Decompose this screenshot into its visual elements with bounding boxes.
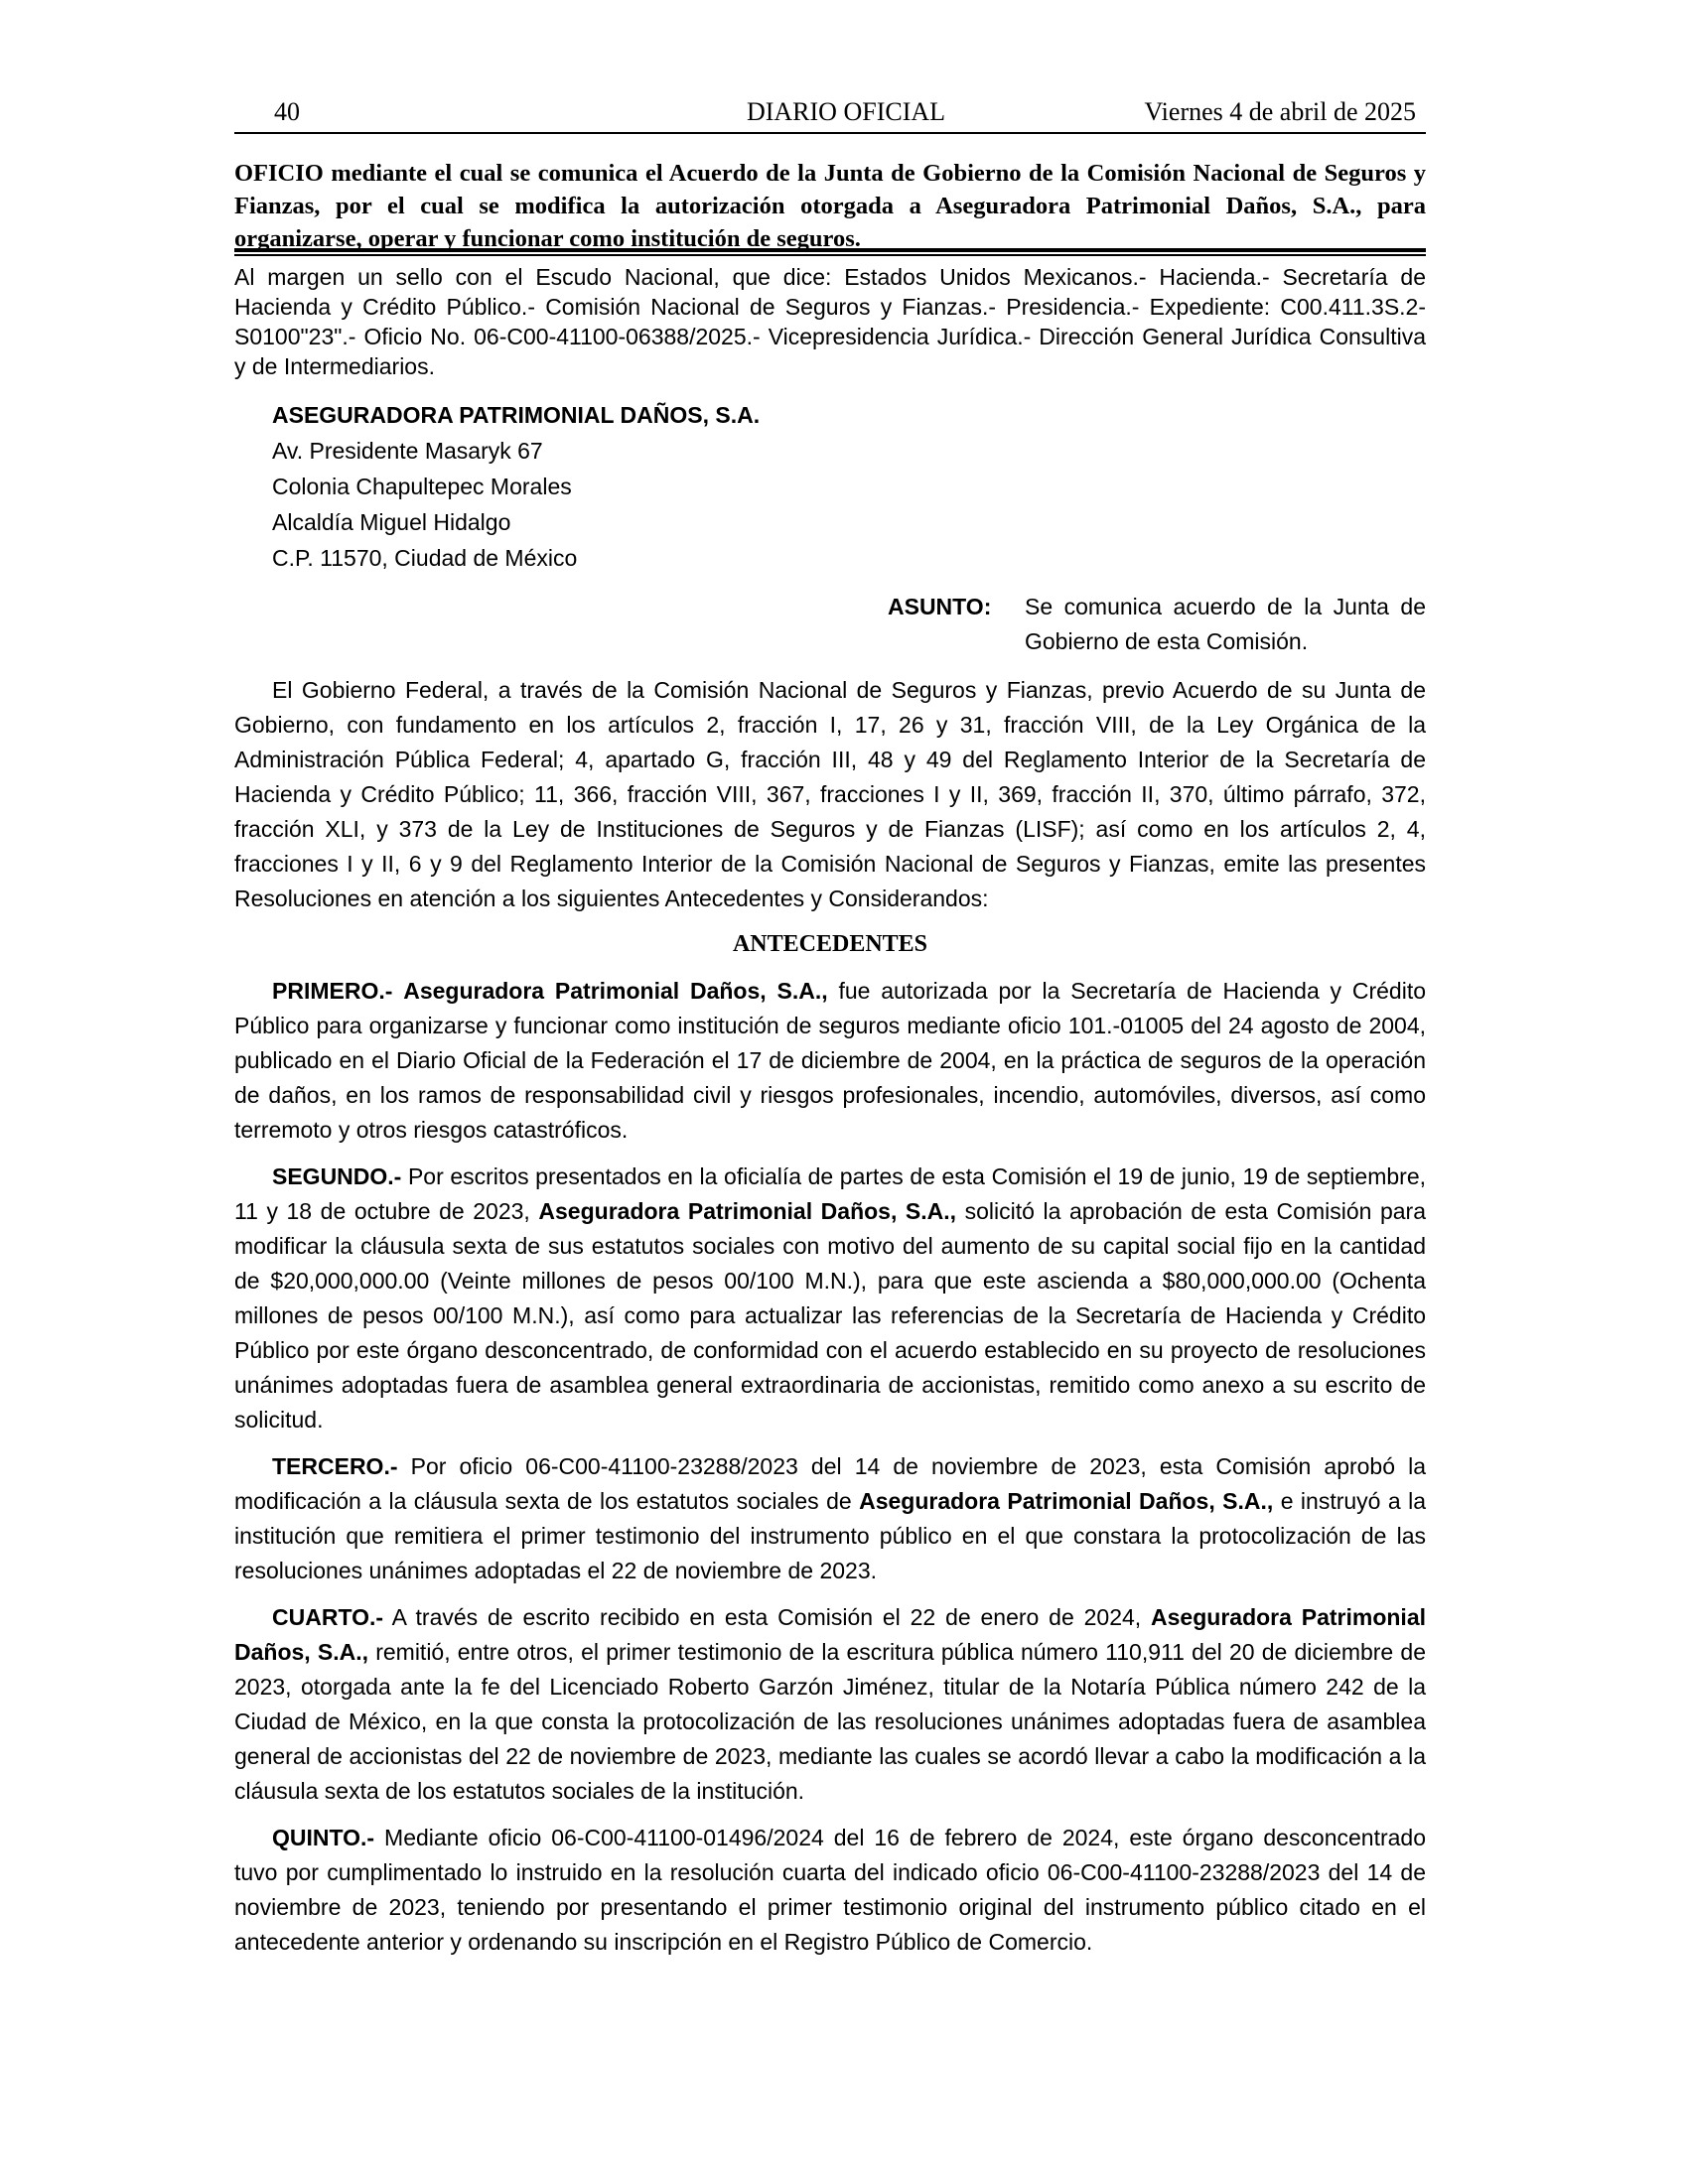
page-number: 40 — [274, 97, 300, 126]
antecedent-label: TERCERO.- — [272, 1453, 398, 1479]
company-name: Aseguradora Patrimonial Daños, S.A., — [234, 1604, 1427, 1665]
seal-text: Al margen un sello con el Escudo Nacional, que dice: Estados Unidos Mexicanos.- Hacienda.- Secretaría de Hacienda y Crédito Público.- Comisión Nacional de Seguros y Fianzas.- Presidencia.- Expediente: C00.411.3S.2-S0100"23".- Oficio No. 06-C00-41100-06388/2025.- Vicepresidencia Jurídica.- Dirección General Jurídica Consultiva y de Intermediarios. — [234, 264, 1426, 379]
subject-label: ASUNTO: — [888, 594, 992, 619]
antecedent-text: fue autorizada por la Secretaría de Hacienda y Crédito Público para organizarse y funcionar como institución de seguros mediante oficio 101.-01005 del 24 agosto de 2004, publicado en el Diario Oficial de la Federación el 17 de diciembre de 2004, en la práctica de seguros de la operación de daños, en los ramos de responsabilidad civil y riesgos profesionales, incendio, automóviles, diversos, así como terremoto y otros riesgos catastróficos. — [234, 978, 1427, 1143]
antecedent-text: Por oficio 06-C00-41100-23288/2023 del 14 de noviembre de 2023, esta Comisión aprobó la modificación a la cláusula sexta de los estatutos sociales de — [234, 1453, 1427, 1514]
document-body — [234, 262, 1426, 1960]
antecedent-text: Por escritos presentados en la oficialía de partes de esta Comisión el 19 de junio, 19 de septiembre, 11 y 18 de octubre de 2023, — [234, 1163, 1426, 1224]
intro-paragraph: El Gobierno Federal, a través de la Comisión Nacional de Seguros y Fianzas, previo Acuerdo de su Junta de Gobierno, con fundamento en los artículos 2, fracción I, 17, 26 y 31, fracción VIII, de la Ley Orgánica de la Administración Pública Federal; 4, apartado G, fracción III, 48 y 49 del Reglamento Interior de la Secretaría de Hacienda y Crédito Público; 11, 366, fracción VIII, 367, fracciones I y II, 369, fracción II, 370, último párrafo, 372, fracción XLI, y 373 de la Ley de Instituciones de Seguros y de Fianzas (LISF); así como en los artículos 2, 4, fracciones I y II, 6 y 9 del Reglamento Interior de la Comisión Nacional de Seguros y Fianzas, emite las presentes Resoluciones en atención a los siguientes Antecedentes y Considerandos: — [234, 677, 1426, 911]
header-rule — [234, 132, 1426, 134]
antecedent-text: A través de escrito recibido en esta Comisión el 22 de enero de 2024, — [391, 1604, 1142, 1630]
antecedent-text: remitió, entre otros, el primer testimonio de la escritura pública número 110,911 del 20 de diciembre de 2023, otorgada ante la fe del Licenciado Roberto Garzón Jiménez, titular de la Notaría Pública número 242 de la Ciudad de México, en la que consta la protocolización de las resoluciones unánimes adoptadas fuera de asamblea general de accionistas del 22 de noviembre de 2023, mediante las cuales se acordó llevar a cabo la modificación a la cláusula sexta de los estatutos sociales de la institución. — [234, 1639, 1426, 1804]
antecedent-text: Mediante oficio 06-C00-41100-01496/2024 del 16 de febrero de 2024, este órgano desconcentrado tuvo por cumplimentado lo instruido en la resolución cuarta del indicado oficio 06-C00-41100-23288/2023 del 14 de noviembre de 2023, teniendo por presentando el primer testimonio original del instrumento público citado en el antecedente anterior y ordenando su inscripción en el Registro Público de Comercio. — [234, 1825, 1427, 1955]
recipient-name: ASEGURADORA PATRIMONIAL DAÑOS, S.A. — [272, 402, 761, 428]
section-heading: ANTECEDENTES — [732, 931, 928, 957]
address-line: C.P. 11570, Ciudad de México — [272, 545, 578, 571]
antecedent-tercero — [234, 1449, 1426, 1588]
company-name: Aseguradora Patrimonial Daños, S.A., — [538, 1198, 957, 1224]
antecedent-cuarto — [234, 1600, 1426, 1809]
document-title: OFICIO mediante el cual se comunica el Acuerdo de la Junta de Gobierno de la Comisión Nacional de Seguros y Fianzas, por el cual se modifica la autorización otorgada a Aseguradora Patrimonial Daños, S.A., para organizarse, operar y funcionar como institución de seguros. — [234, 160, 1426, 252]
antecedent-primero — [234, 974, 1426, 1148]
antecedent-label: SEGUNDO.- — [272, 1163, 402, 1189]
subject-block — [234, 590, 1426, 661]
company-name: Aseguradora Patrimonial Daños, S.A., — [859, 1488, 1274, 1514]
address-line: Av. Presidente Masaryk 67 — [272, 438, 543, 464]
antecedent-segundo — [234, 1160, 1426, 1437]
publication-name: DIARIO OFICIAL — [746, 97, 946, 126]
page-header — [270, 95, 1422, 129]
title-rule — [234, 248, 1426, 256]
antecedent-label: QUINTO.- — [272, 1825, 375, 1850]
address-line: Colonia Chapultepec Morales — [272, 474, 572, 499]
antecedent-text: solicitó la aprobación de esta Comisión para modificar la cláusula sexta de sus estatutos sociales con motivo del aumento de su capital social fijo en la cantidad de $20,000,000.00 (Veinte millones de pesos 00/100 M.N.), para que este ascienda a $80,000,000.00 (Ochenta millones de pesos 00/100 M.N.), así como para actualizar las referencias de la Secretaría de Hacienda y Crédito Público por este órgano desconcentrado, de conformidad con el acuerdo establecido en su proyecto de resoluciones unánimes adoptadas fuera de asamblea general extraordinaria de accionistas, remitido como anexo a su escrito de solicitud. — [234, 1198, 1427, 1433]
antecedent-quinto — [234, 1821, 1426, 1960]
company-name: Aseguradora Patrimonial Daños, S.A., — [403, 978, 828, 1004]
antecedent-label: CUARTO.- — [272, 1604, 384, 1630]
recipient-address — [234, 397, 1426, 576]
address-line: Alcaldía Miguel Hidalgo — [272, 509, 511, 535]
antecedent-text: e instruyó a la institución que remitiera el primer testimonio del instrumento público en el que constara la protocolización de las resoluciones unánimes adoptadas el 22 de noviembre de 2023. — [234, 1488, 1426, 1583]
antecedent-label: PRIMERO.- — [272, 978, 393, 1004]
subject-text: Se comunica acuerdo de la Junta de Gobierno de esta Comisión. — [1025, 594, 1426, 654]
publication-date: Viernes 4 de abril de 2025 — [1144, 97, 1416, 126]
